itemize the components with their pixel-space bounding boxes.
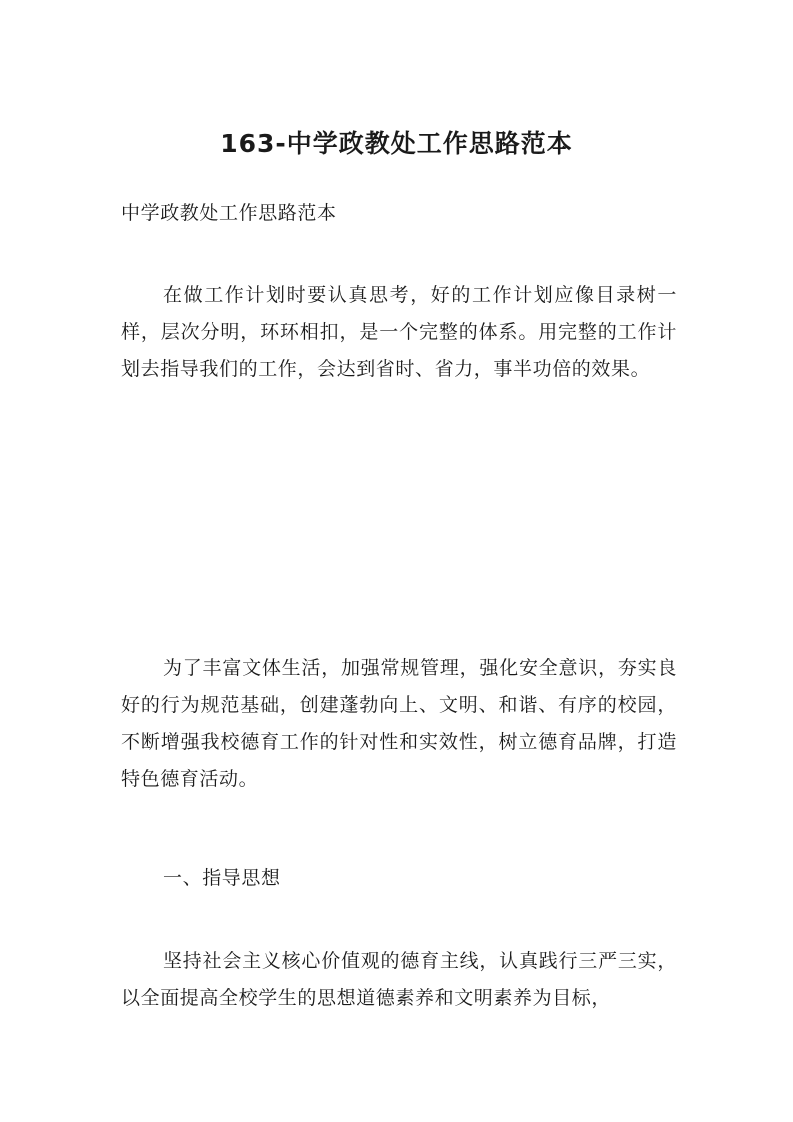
section-paragraph: 坚持社会主义核心价值观的德育主线，认真践行三严三实，以全面提高全校学生的思想道德素养和文明素养为目标， (121, 950, 677, 1009)
document-subtitle: 中学政教处工作思路范本 (121, 202, 337, 224)
section-heading: 一、指导思想 (163, 867, 281, 889)
document-title: 163-中学政教处工作思路范本 (220, 129, 573, 158)
purpose-paragraph: 为了丰富文体生活，加强常规管理，强化安全意识，夯实良好的行为规范基础，创建蓬勃向上、文明、和谐、有序的校园，不断增强我校德育工作的针对性和实效性，树立德育品牌，打造特色德育活动。 (121, 657, 677, 790)
intro-paragraph: 在做工作计划时要认真思考，好的工作计划应像目录树一样，层次分明，环环相扣，是一个完整的体系。用完整的工作计划去指导我们的工作，会达到省时、省力，事半功倍的效果。 (121, 284, 677, 380)
